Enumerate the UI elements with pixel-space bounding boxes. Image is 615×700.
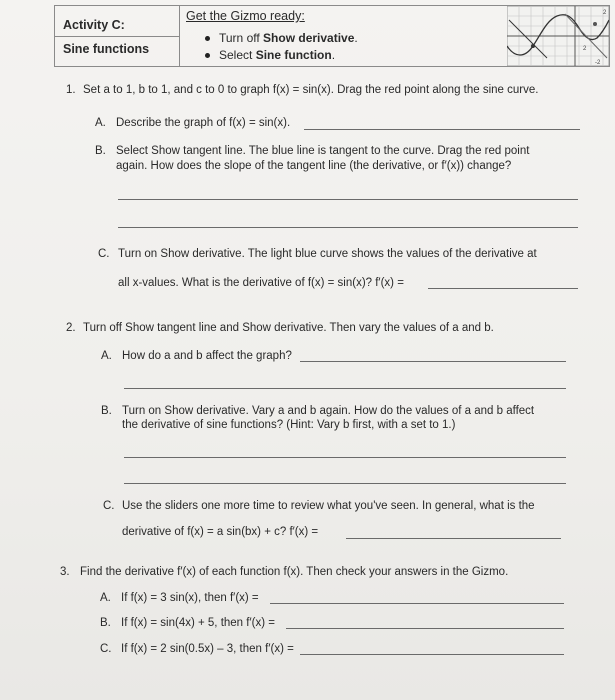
- subquestion-text: all x-values. What is the derivative of f(x) = sin(x)? f′(x) =: [118, 277, 404, 289]
- subquestion-label: B.: [100, 617, 111, 629]
- subquestion-text: Turn on Show derivative. Vary a and b again. How do the values of a and b affect: [122, 405, 535, 417]
- question-number: 3.: [60, 566, 70, 578]
- subquestion-text: again. How does the slope of the tangent line (the derivative, or f′(x)) change?: [116, 160, 512, 172]
- svg-text:2: 2: [603, 10, 607, 16]
- answer-line[interactable]: [286, 628, 564, 629]
- answer-line[interactable]: [118, 227, 578, 228]
- subquestion-text: the derivative of sine functions? (Hint: Vary b first, with a set to 1.): [122, 419, 456, 431]
- subquestion-label: B.: [101, 405, 112, 417]
- subquestion-label: A.: [100, 592, 111, 604]
- subquestion-text: Describe the graph of f(x) = sin(x).: [116, 117, 291, 129]
- subquestion-label: B.: [95, 145, 106, 157]
- answer-line[interactable]: [124, 388, 566, 389]
- subquestion-label: C.: [98, 248, 110, 260]
- answer-line[interactable]: [124, 483, 566, 484]
- gizmo-graph-thumbnail: [507, 6, 609, 66]
- activity-title: Activity C:: [63, 18, 125, 32]
- question-number: 1.: [66, 84, 76, 96]
- bullet-icon: [205, 36, 210, 41]
- subquestion-text: If f(x) = 2 sin(0.5x) – 3, then f′(x) =: [121, 643, 294, 655]
- header-divider: [179, 6, 180, 66]
- bullet-icon: [205, 53, 210, 58]
- subquestion-label: A.: [95, 117, 106, 129]
- subquestion-text: If f(x) = 3 sin(x), then f′(x) =: [121, 592, 259, 604]
- subquestion-text: derivative of f(x) = a sin(bx) + c? f′(x) =: [122, 526, 319, 538]
- subquestion-text: Select Show tangent line. The blue line is tangent to the curve. Drag the red point: [116, 145, 530, 157]
- subquestion-label: C.: [103, 500, 115, 512]
- answer-line[interactable]: [270, 603, 564, 604]
- subquestion-text: Turn on Show derivative. The light blue curve shows the values of the derivative at: [118, 248, 537, 260]
- instruction-bullet: Turn off Show derivative.: [205, 31, 358, 45]
- header-divider: [55, 36, 179, 37]
- question-number: 2.: [66, 322, 76, 334]
- svg-text:-2: -2: [595, 60, 601, 66]
- activity-header-box: [54, 5, 610, 67]
- subquestion-text: Use the sliders one more time to review what you've seen. In general, what is the: [122, 500, 535, 512]
- answer-line[interactable]: [346, 538, 561, 539]
- subquestion-text: If f(x) = sin(4x) + 5, then f′(x) =: [121, 617, 275, 629]
- answer-line[interactable]: [300, 654, 564, 655]
- question-text: Find the derivative f′(x) of each function f(x). Then check your answers in the Gizmo.: [80, 566, 509, 578]
- answer-line[interactable]: [428, 288, 578, 289]
- gizmo-heading: Get the Gizmo ready:: [186, 9, 305, 23]
- svg-text:2: 2: [583, 46, 587, 52]
- instruction-bullet: Select Sine function.: [205, 48, 335, 62]
- question-text: Set a to 1, b to 1, and c to 0 to graph f(x) = sin(x). Drag the red point along the sine curve.: [83, 84, 539, 96]
- answer-line[interactable]: [304, 129, 580, 130]
- answer-line[interactable]: [124, 457, 566, 458]
- subquestion-text: How do a and b affect the graph?: [122, 350, 292, 362]
- question-text: Turn off Show tangent line and Show derivative. Then vary the values of a and b.: [83, 322, 494, 334]
- answer-line[interactable]: [118, 199, 578, 200]
- subquestion-label: C.: [100, 643, 112, 655]
- activity-name: Sine functions: [63, 42, 150, 56]
- subquestion-label: A.: [101, 350, 112, 362]
- answer-line[interactable]: [300, 361, 566, 362]
